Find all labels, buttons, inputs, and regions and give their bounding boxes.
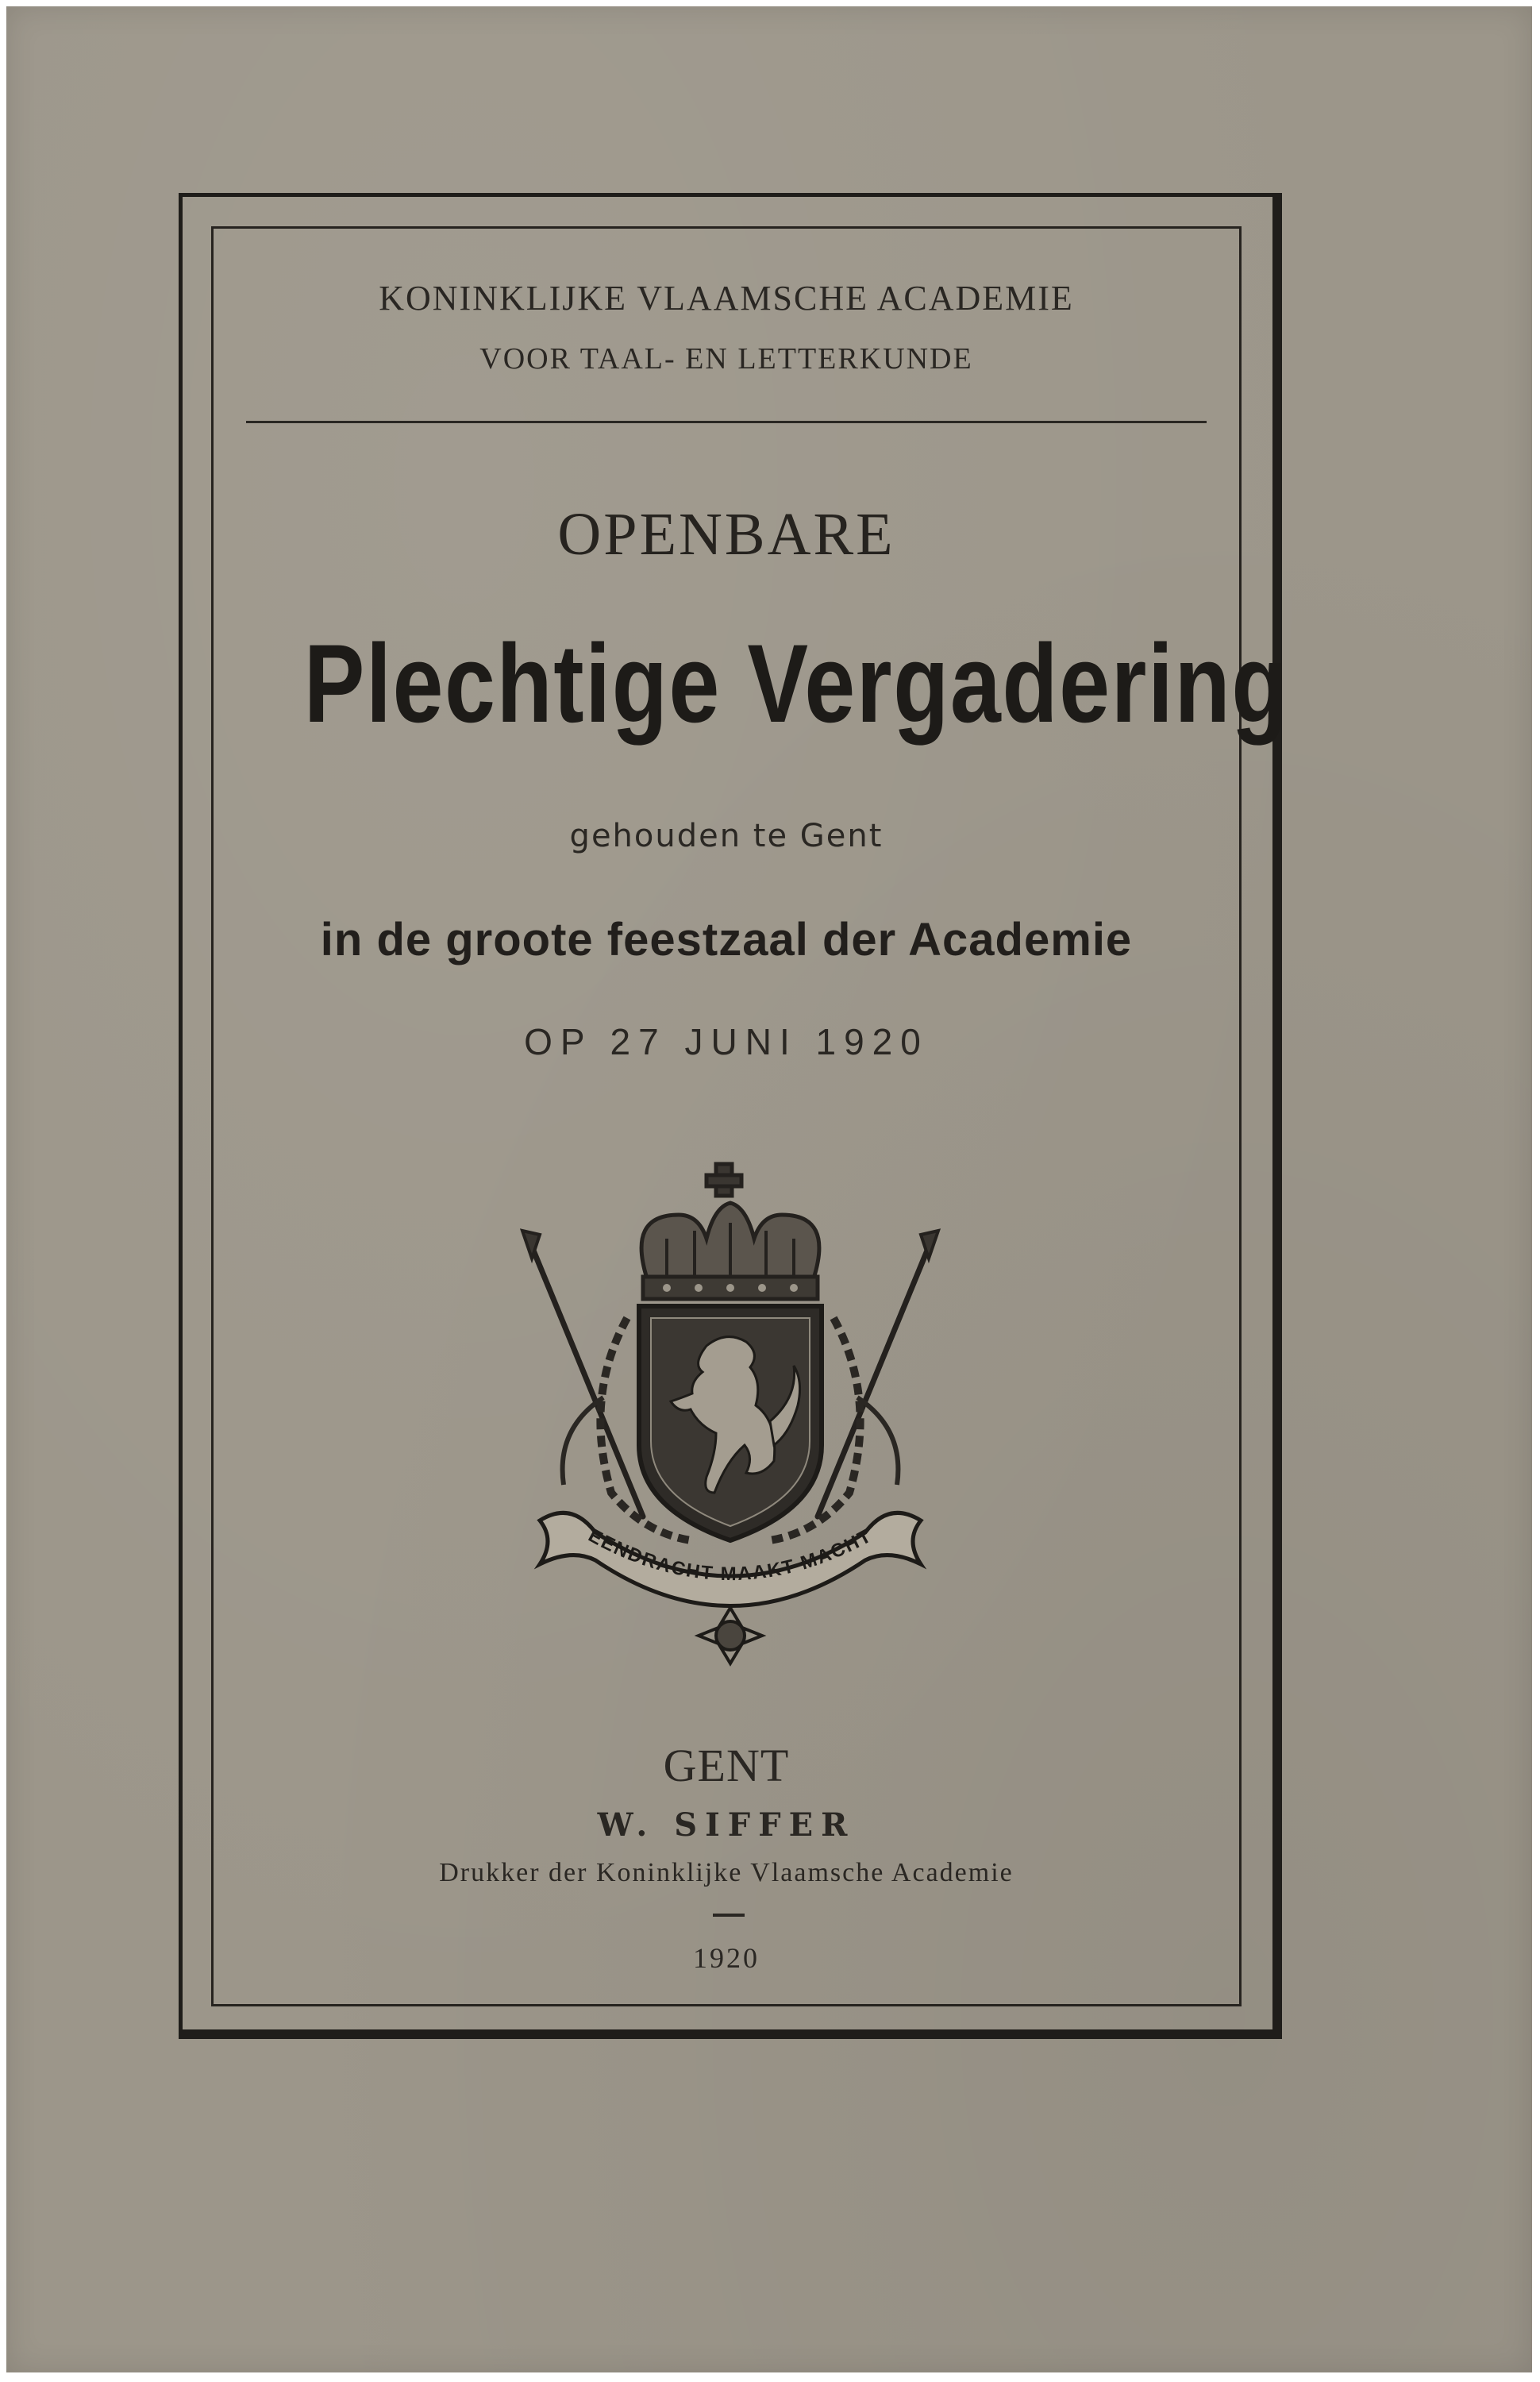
held-at-text: gehouden te Gent — [569, 818, 884, 854]
short-divider — [713, 1914, 745, 1917]
printer-name: W. SIFFER — [597, 1806, 856, 1844]
heading-openbare: OPENBARE — [557, 501, 895, 568]
motto-text: EENDRACHT MAAKT MACHT — [584, 1524, 876, 1586]
publisher-city: GENT — [663, 1740, 790, 1791]
academy-name-line1: KONINKLIJKE VLAAMSCHE ACADEMIE — [379, 279, 1074, 318]
academy-name-line2: VOOR TAAL- EN LETTERKUNDE — [479, 342, 973, 376]
printer-title: Drukker der Koninklijke Vlaamsche Academie — [439, 1858, 1014, 1887]
horizontal-rule — [246, 421, 1207, 423]
main-title: Plechtige Vergadering — [303, 621, 1289, 746]
belgian-coat-of-arms-icon — [508, 1159, 953, 1667]
location-text: in de groote feestzaal der Academie — [320, 914, 1133, 966]
publication-year: 1920 — [693, 1942, 760, 1974]
date-text: OP 27 JUNI 1920 — [524, 1021, 929, 1062]
